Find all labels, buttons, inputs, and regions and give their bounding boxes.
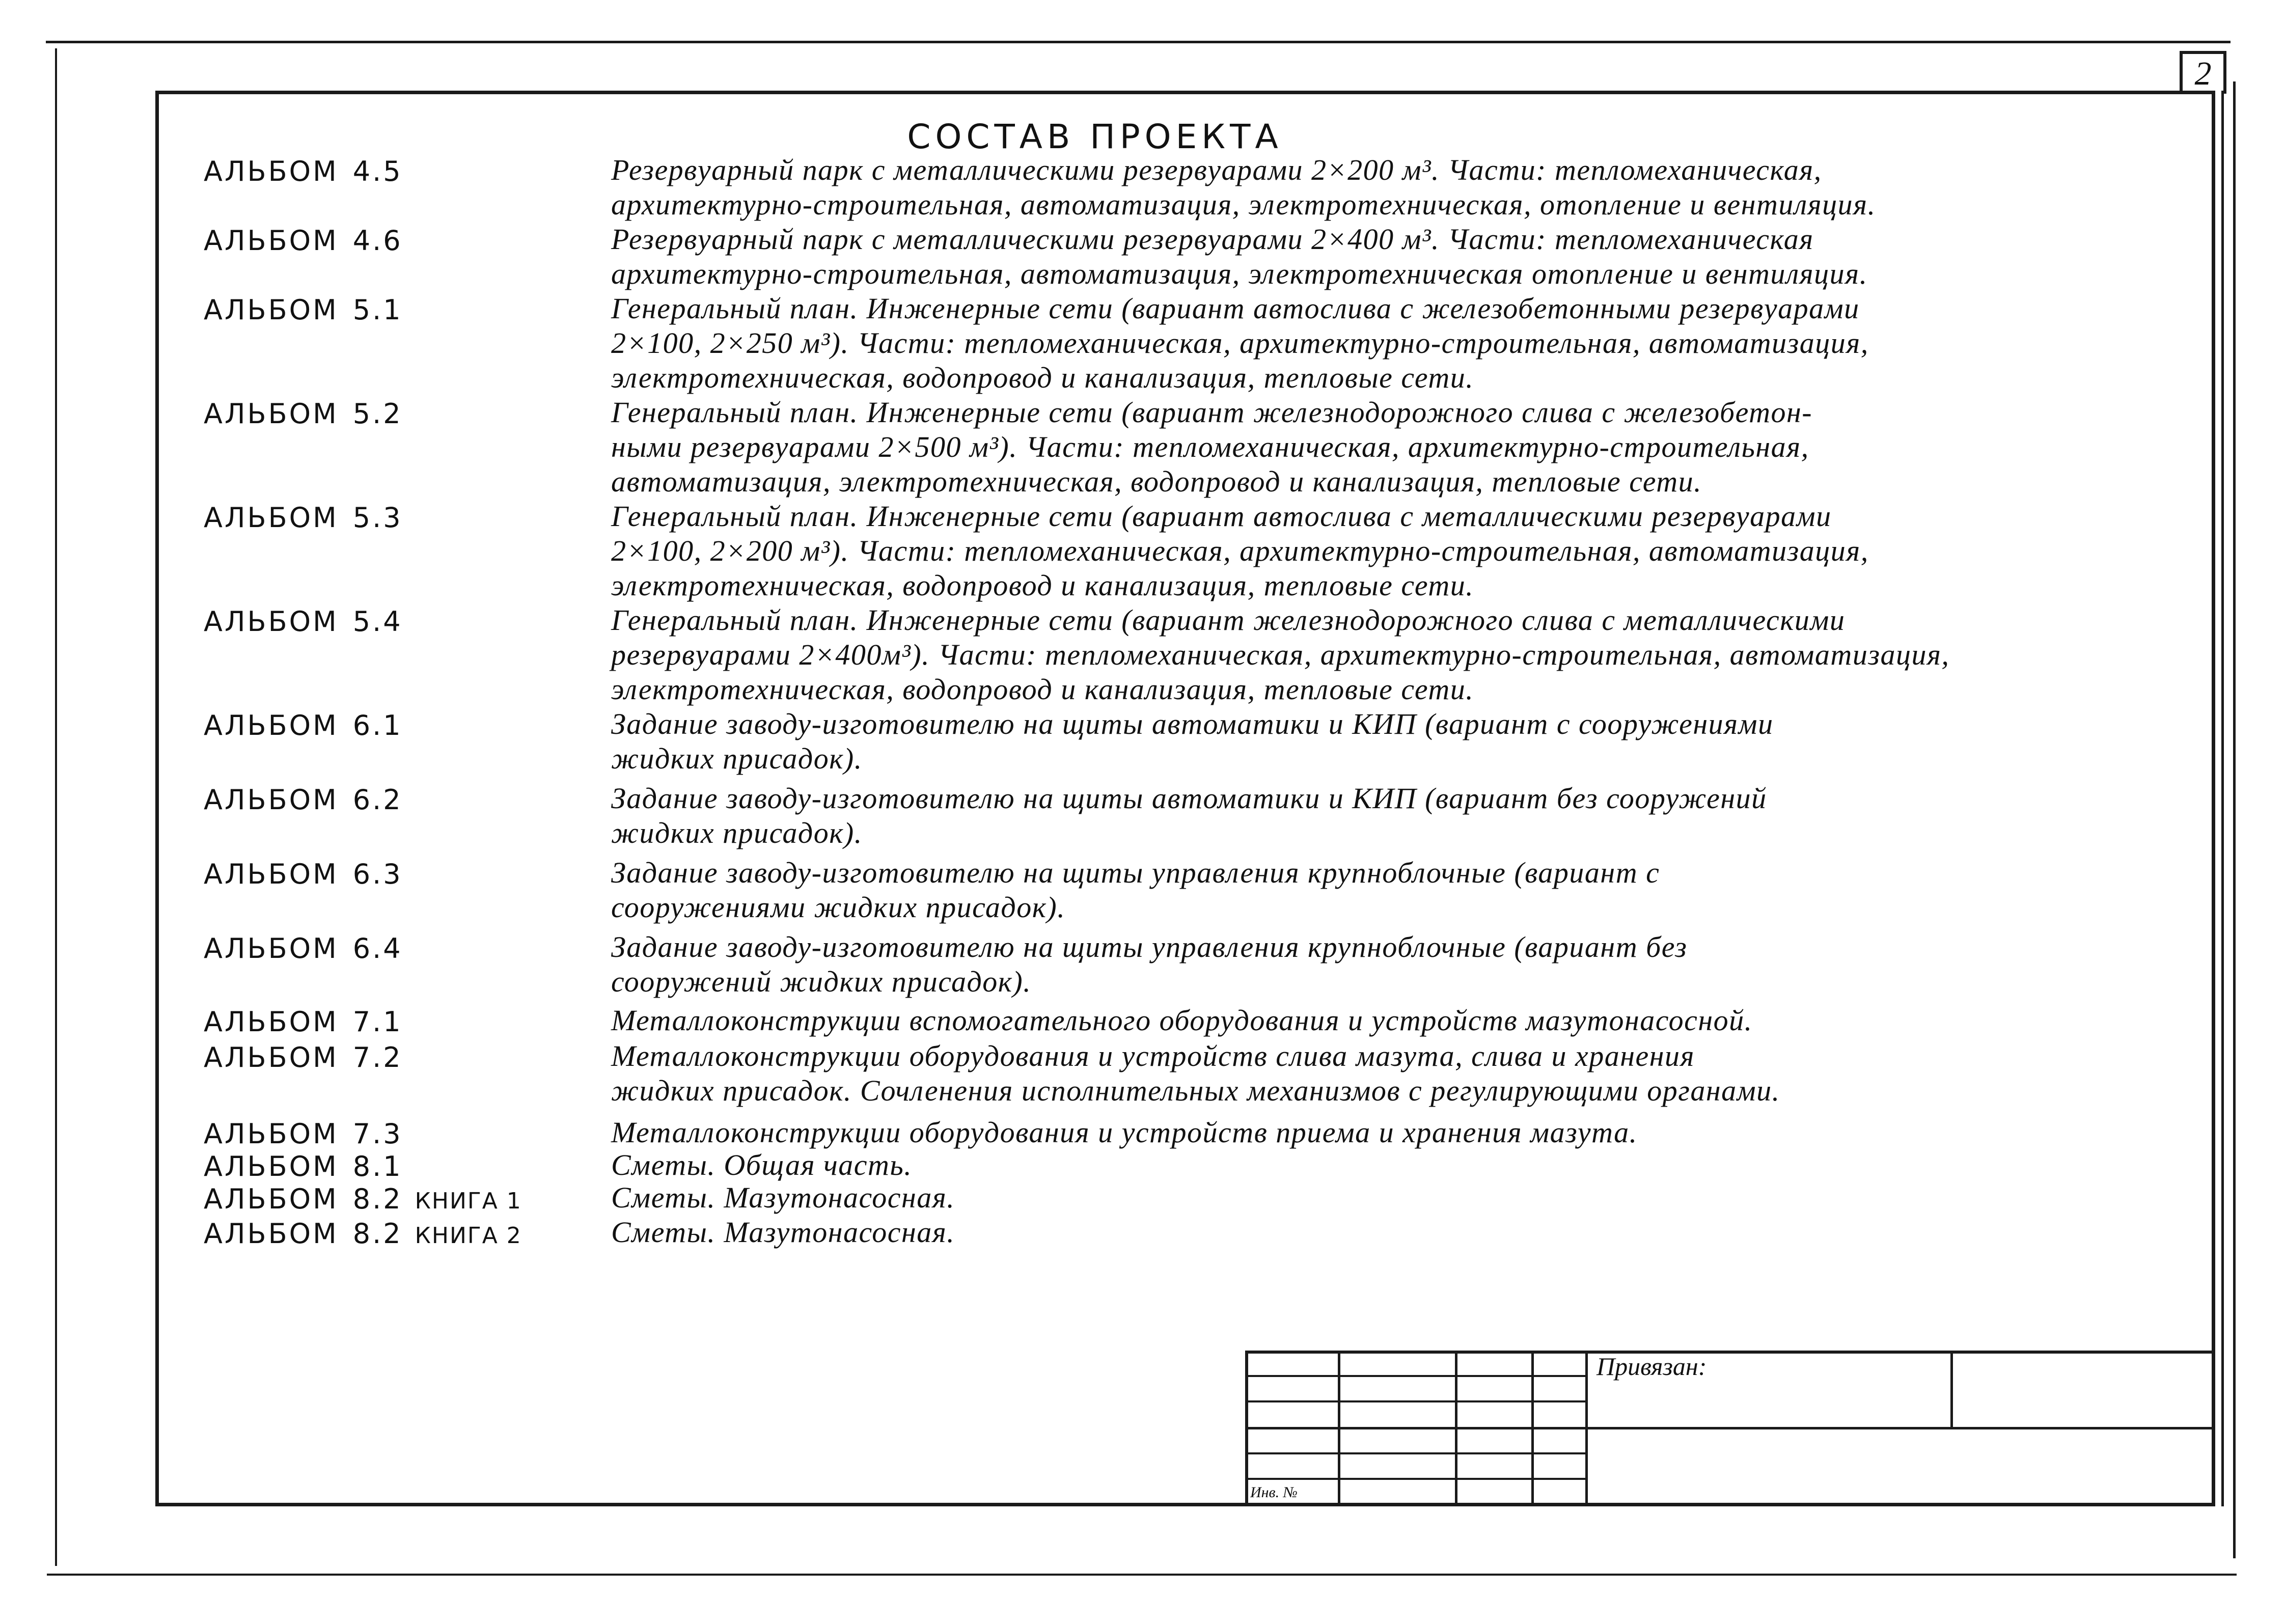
album-word: АЛЬБОМ (204, 155, 339, 187)
description-line: 2×100, 2×200 м³). Части: тепломеханическая, архитектурно-строительная, автоматизация, (611, 534, 1869, 567)
contents-entry (204, 856, 2180, 925)
album-label (204, 1215, 611, 1253)
album-label (204, 856, 611, 891)
album-word: АЛЬБОМ (204, 605, 339, 638)
album-number: 6.1 (352, 709, 403, 741)
album-description (611, 153, 2180, 222)
album-description (611, 707, 2180, 776)
album-word: АЛЬБОМ (204, 1118, 339, 1150)
description-line: Металлоконструкции оборудования и устройств приема и хранения мазута. (611, 1116, 1638, 1149)
stamp-row-4 (1245, 1452, 1586, 1454)
description-line: Металлоконструкции вспомогательного оборудования и устройств мазутонасосной. (611, 1004, 1753, 1037)
album-number: 5.2 (352, 398, 403, 430)
contents-entry (204, 781, 2180, 850)
album-label (204, 707, 611, 742)
album-description (611, 499, 2180, 603)
album-number: 5.3 (352, 502, 403, 534)
frame-right-double-line (2221, 91, 2224, 1506)
album-description (611, 603, 2180, 707)
stamp-row-1 (1245, 1375, 1586, 1377)
description-line: Задание заводу-изготовителю на щиты управления крупноблочные (вариант без (611, 930, 1688, 964)
contents-entry (204, 707, 2180, 776)
description-line: сооружений жидких присадок). (611, 965, 1032, 998)
album-description (611, 1215, 2180, 1250)
album-description (611, 781, 2180, 850)
album-description (611, 1039, 2180, 1108)
album-label (204, 1148, 611, 1183)
album-label (204, 1039, 611, 1075)
inventory-number-label: Инв. № (1250, 1484, 1298, 1501)
contents-entry (204, 291, 2180, 395)
album-label (204, 291, 611, 327)
album-description (611, 1003, 2180, 1038)
stamp-col-5 (1950, 1351, 1953, 1429)
contents-list (204, 153, 2180, 1253)
album-description (611, 395, 2180, 499)
album-label (204, 930, 611, 966)
album-description (611, 1115, 2180, 1150)
album-number: 7.3 (352, 1118, 403, 1150)
book-number: КНИГА 1 (415, 1188, 522, 1214)
contents-entry (204, 395, 2180, 499)
album-word: АЛЬБОМ (204, 502, 339, 534)
album-word: АЛЬБОМ (204, 858, 339, 890)
album-label (204, 1180, 611, 1218)
album-description (611, 930, 2180, 999)
description-line: Генеральный план. Инженерные сети (вариант автослива с металлическими резервуарами (611, 500, 1832, 533)
album-number: 8.2 (352, 1183, 403, 1215)
album-word: АЛЬБОМ (204, 1150, 339, 1182)
album-word: АЛЬБОМ (204, 294, 339, 326)
album-number: 6.3 (352, 858, 403, 890)
album-word: АЛЬБОМ (204, 709, 339, 741)
description-line: архитектурно-строительная, автоматизация, электротехническая отопление и вентиляция. (611, 257, 1868, 290)
stamp-top-border (1245, 1351, 2215, 1354)
page-title: СОСТАВ ПРОЕКТА (907, 117, 1283, 156)
contents-entry (204, 1039, 2180, 1108)
description-line: резервуарами 2×400м³). Части: тепломеханическая, архитектурно-строительная, автоматизация, (611, 638, 1950, 671)
album-number: 4.6 (352, 225, 403, 257)
description-line: Резервуарный парк с металлическими резервуарами 2×400 м³. Части: тепломеханическая (611, 223, 1814, 256)
stamp-row-3 (1245, 1427, 2215, 1429)
description-line: электротехническая, водопровод и канализация, тепловые сети. (611, 361, 1474, 394)
description-line: автоматизация, электротехническая, водопровод и канализация, тепловые сети. (611, 465, 1702, 498)
description-line: ными резервуарами 2×500 м³). Части: тепломеханическая, архитектурно-строительная, (611, 430, 1809, 463)
album-label (204, 603, 611, 639)
album-description (611, 1148, 2180, 1182)
album-number: 8.1 (352, 1150, 403, 1182)
description-line: Сметы. Мазутонасосная. (611, 1216, 955, 1249)
contents-entry (204, 1180, 2180, 1218)
top-trim-line (46, 41, 2231, 43)
contents-entry (204, 153, 2180, 222)
album-description (611, 291, 2180, 395)
album-description (611, 856, 2180, 925)
description-line: архитектурно-строительная, автоматизация, электротехническая, отопление и вентиляция. (611, 188, 1876, 221)
description-line: сооружениями жидких присадок). (611, 891, 1066, 924)
contents-entry (204, 603, 2180, 707)
album-number: 4.5 (352, 155, 403, 187)
description-line: Генеральный план. Инженерные сети (вариант железнодорожного слива с металлическими (611, 603, 1846, 637)
book-number: КНИГА 2 (415, 1223, 522, 1249)
album-number: 6.4 (352, 932, 403, 965)
album-number: 7.1 (352, 1006, 403, 1038)
contents-entry (204, 1148, 2180, 1183)
contents-entry (204, 222, 2180, 291)
description-line: Сметы. Мазутонасосная. (611, 1181, 955, 1214)
album-word: АЛЬБОМ (204, 932, 339, 965)
album-label (204, 395, 611, 431)
contents-entry (204, 1115, 2180, 1151)
album-number: 7.2 (352, 1041, 403, 1074)
description-line: 2×100, 2×250 м³). Части: тепломеханическая, архитектурно-строительная, автоматизация, (611, 326, 1869, 360)
album-number: 5.1 (352, 294, 403, 326)
description-line: Сметы. Общая часть. (611, 1148, 913, 1181)
description-line: Задание заводу-изготовителю на щиты управления крупноблочные (вариант с (611, 856, 1660, 889)
description-line: Генеральный план. Инженерные сети (вариант автослива с железобетонными резервуарами (611, 292, 1860, 325)
left-trim-line (55, 48, 57, 1566)
title-block-stamp (1245, 1351, 2215, 1506)
contents-entry (204, 499, 2180, 603)
album-number: 6.2 (352, 784, 403, 816)
album-word: АЛЬБОМ (204, 225, 339, 257)
page-number: 2 (2180, 51, 2226, 94)
description-line: Генеральный план. Инженерные сети (вариант железнодорожного слива с железобетон- (611, 396, 1813, 429)
album-word: АЛЬБОМ (204, 1218, 339, 1250)
description-line: жидких присадок. Сочленения исполнительных механизмов с регулирующими органами. (611, 1074, 1780, 1107)
description-line: жидких присадок). (611, 816, 863, 849)
album-label (204, 781, 611, 817)
album-label (204, 1003, 611, 1039)
album-word: АЛЬБОМ (204, 1183, 339, 1215)
contents-entry (204, 930, 2180, 999)
stamp-row-2 (1245, 1400, 1586, 1402)
album-description (611, 222, 2180, 291)
contents-entry (204, 1215, 2180, 1253)
description-line: жидких присадок). (611, 742, 863, 775)
album-word: АЛЬБОМ (204, 1041, 339, 1074)
bound-label: Привязан: (1596, 1352, 1707, 1381)
description-line: Задание заводу-изготовителю на щиты автоматики и КИП (вариант без сооружений (611, 782, 1767, 815)
album-number: 5.4 (352, 605, 403, 638)
album-word: АЛЬБОМ (204, 1006, 339, 1038)
stamp-row-5 (1245, 1478, 1586, 1480)
description-line: Резервуарный парк с металлическими резервуарами 2×200 м³. Части: тепломеханическая, (611, 153, 1822, 186)
album-label (204, 153, 611, 188)
description-line: электротехническая, водопровод и канализация, тепловые сети. (611, 569, 1474, 602)
album-label (204, 499, 611, 535)
right-trim-line (2233, 81, 2236, 1558)
album-label (204, 222, 611, 258)
contents-entry (204, 1003, 2180, 1039)
album-number: 8.2 (352, 1218, 403, 1250)
album-description (611, 1180, 2180, 1215)
album-word: АЛЬБОМ (204, 398, 339, 430)
description-line: Задание заводу-изготовителю на щиты автоматики и КИП (вариант с сооружениями (611, 707, 1774, 740)
bottom-trim-line (47, 1574, 2237, 1576)
description-line: электротехническая, водопровод и канализация, тепловые сети. (611, 673, 1474, 706)
description-line: Металлоконструкции оборудования и устройств слива мазута, слива и хранения (611, 1039, 1695, 1072)
album-label (204, 1115, 611, 1151)
album-word: АЛЬБОМ (204, 784, 339, 816)
